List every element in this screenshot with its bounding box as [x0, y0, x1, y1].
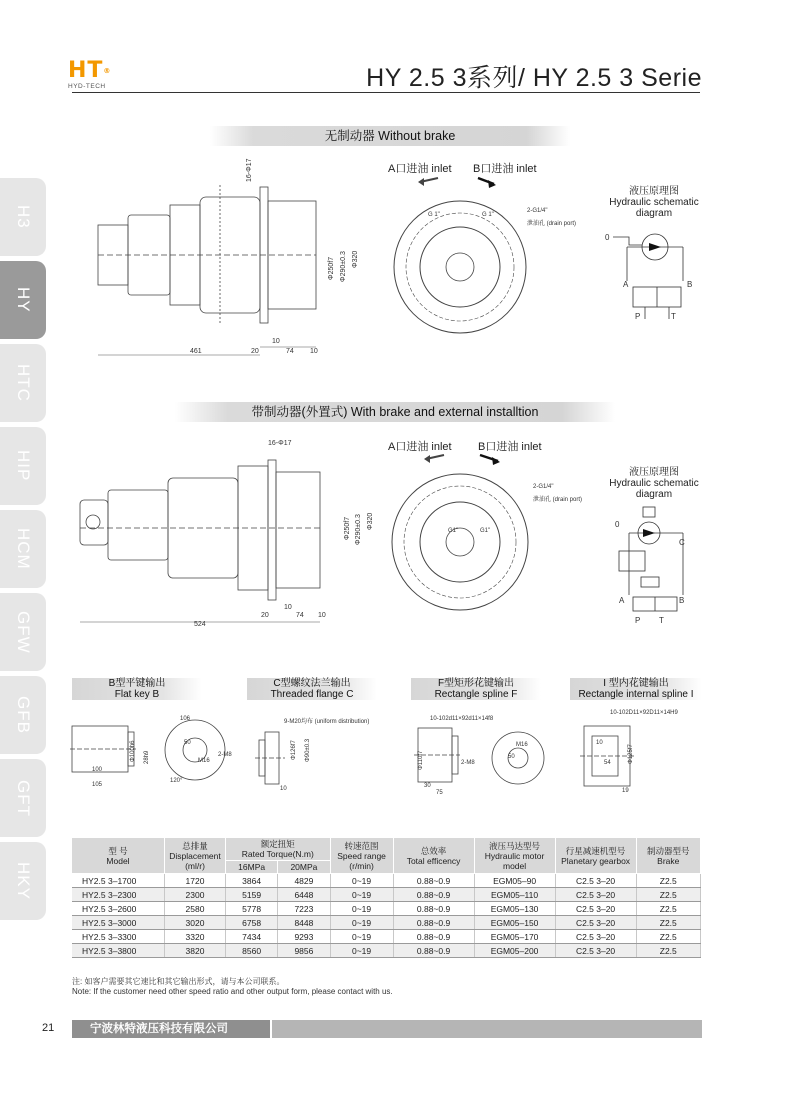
table-cell: 0~19	[330, 916, 393, 930]
dim-74-brake: 74	[296, 612, 304, 619]
dim-10: 10	[272, 338, 280, 345]
dim-pilot-diameter-brake: Φ250f7	[344, 516, 351, 540]
hydraulic-schematic-1	[605, 225, 700, 325]
table-cell: 0~19	[330, 930, 393, 944]
dim-10-brake: 10	[284, 604, 292, 611]
table-cell: Z2.5	[636, 874, 700, 888]
th-speed-range: 转速范围 Speed range (r/min)	[330, 838, 393, 874]
schem2-label-0: 0	[615, 520, 620, 529]
company-name-bar: 宁波林特液压科技有限公司	[72, 1020, 270, 1038]
dim-b-100h6: Φ100h6	[130, 740, 136, 762]
table-cell: 6448	[278, 888, 330, 902]
table-cell: C2.5 3–20	[555, 902, 636, 916]
motor-front-view-with-brake	[390, 450, 530, 630]
th-hydraulic-motor: 液压马达型号 Hydraulic motor model	[474, 838, 555, 874]
table-cell: 0~19	[330, 902, 393, 916]
inlet-a-label: A口进油 inlet	[388, 163, 452, 175]
th-total-efficiency: 总效率 Total efficency	[393, 838, 474, 874]
th-rated-torque: 额定扭矩 Rated Torque(N.m)	[226, 838, 331, 861]
g1-port-label-brake-a: G1"	[448, 528, 459, 534]
dim-bolt-circle-brake: Φ290±0.3	[355, 514, 362, 545]
side-tab-label: HY	[14, 287, 33, 313]
schem2-label-t: T	[659, 616, 664, 625]
motor-side-view-without-brake	[90, 175, 330, 365]
table-cell: EGM05–150	[474, 916, 555, 930]
dim-b-105: 105	[92, 782, 103, 788]
output-title-threaded-flange: C型螺纹法兰输出 Threaded flange C	[247, 678, 377, 700]
table-cell: HY2.5 3–3800	[72, 944, 165, 958]
g1-port-label-b: G 1"	[482, 212, 494, 218]
table-cell: Z2.5	[636, 916, 700, 930]
company-logo	[68, 60, 128, 94]
dim-c-90: Φ90±0.3	[305, 738, 311, 762]
dim-f-30: 30	[424, 783, 431, 789]
schem2-label-c: C	[679, 538, 685, 547]
internal-spline-i-drawing	[578, 718, 702, 798]
side-tab-label: HTC	[14, 364, 33, 402]
inlet-a-label-brake: A口进油 inlet	[388, 441, 452, 453]
table-row	[72, 874, 701, 888]
table-cell: 0~19	[330, 944, 393, 958]
side-tab-hky[interactable]	[0, 842, 46, 920]
table-cell: 7434	[226, 930, 278, 944]
table-cell: EGM05–200	[474, 944, 555, 958]
side-tab-label: HIP	[14, 450, 33, 482]
dim-bolt-holes: 16-Φ17	[246, 158, 253, 182]
drain-port-size-brake: 2-G1/4"	[533, 484, 554, 490]
side-tab-hy[interactable]	[0, 261, 46, 339]
dim-f-2m8: 2-M8	[461, 760, 475, 766]
dim-flange-diameter: Φ320	[352, 250, 359, 268]
dim-i-54: 54	[604, 760, 611, 766]
side-tab-label: HCM	[14, 528, 33, 570]
schematic-title-1: 液压原理图 Hydraulic schematic diagram	[609, 186, 699, 219]
table-cell: 2300	[165, 888, 226, 902]
logo-mark: HT®	[68, 58, 112, 83]
table-cell: 3320	[165, 930, 226, 944]
table-row	[72, 888, 701, 902]
side-tab-hip[interactable]	[0, 427, 46, 505]
dim-f-75: 75	[436, 790, 443, 796]
dim-c-bolt-pattern: 9-M20均布 (uniform distribution)	[284, 719, 370, 725]
side-tab-label: H3	[14, 205, 33, 229]
dim-10b: 10	[310, 348, 318, 355]
side-tab-htc[interactable]	[0, 344, 46, 422]
dim-pilot-diameter: Φ250f7	[328, 256, 335, 280]
th-displacement: 总排量 Displacement (ml/r)	[165, 838, 226, 874]
output-title-rectangle-spline: F型矩形花键输出 Rectangle spline F	[411, 678, 541, 700]
dim-b-28h9: 28h9	[144, 750, 150, 764]
table-cell: 8448	[278, 916, 330, 930]
dim-74: 74	[286, 348, 294, 355]
th-brake: 制动器型号 Brake	[636, 838, 700, 874]
dim-b-m16: M16	[198, 758, 210, 764]
note-chinese: 注: 如客户需要其它速比和其它输出形式，请与本公司联系。	[72, 977, 285, 986]
table-cell: 0~19	[330, 888, 393, 902]
side-tab-gft[interactable]	[0, 759, 46, 837]
dim-b-2m8: 2-M8	[218, 752, 232, 758]
note-english: Note: If the customer need other speed ratio and other output form, please contact with us.	[72, 987, 393, 996]
output-title-internal-spline: I 型内花键输出 Rectangle internal spline I	[570, 678, 702, 700]
table-cell: C2.5 3–20	[555, 888, 636, 902]
table-cell: 2580	[165, 902, 226, 916]
table-cell: 1720	[165, 874, 226, 888]
page-title: HY 2.5 3系列/ HY 2.5 3 Serie	[366, 64, 702, 92]
side-tab-label: GFW	[14, 610, 33, 654]
dim-bolt-holes-brake: 16-Φ17	[268, 440, 292, 447]
table-cell: 0.88~0.9	[393, 874, 474, 888]
hydraulic-schematic-2	[605, 505, 700, 625]
dim-overall-length: 461	[190, 348, 202, 355]
th-model: 型 号 Model	[72, 838, 165, 874]
side-tab-gfb[interactable]	[0, 676, 46, 754]
table-cell: Z2.5	[636, 888, 700, 902]
table-cell: 5159	[226, 888, 278, 902]
dim-i-125: Φ125f7	[628, 744, 634, 764]
table-cell: 0.88~0.9	[393, 902, 474, 916]
table-row	[72, 902, 701, 916]
table-cell: 0.88~0.9	[393, 916, 474, 930]
schem2-label-b: B	[679, 596, 685, 605]
schem1-label-0: 0	[605, 233, 610, 242]
side-tab-label: GFB	[14, 696, 33, 734]
table-cell: 0.88~0.9	[393, 944, 474, 958]
table-cell: 5778	[226, 902, 278, 916]
dim-10b-brake: 10	[318, 612, 326, 619]
table-cell: EGM05–110	[474, 888, 555, 902]
th-16mpa: 16MPa	[226, 861, 278, 874]
flat-key-b-drawing	[70, 712, 240, 802]
table-row	[72, 944, 701, 958]
inlet-b-label-brake: B口进油 inlet	[478, 441, 542, 453]
dim-f-50: 50	[508, 754, 515, 760]
table-cell: 0.88~0.9	[393, 888, 474, 902]
table-cell: 0~19	[330, 874, 393, 888]
table-cell: 9856	[278, 944, 330, 958]
table-cell: 3864	[226, 874, 278, 888]
dim-b-120deg: 120°	[170, 778, 183, 784]
table-cell: C2.5 3–20	[555, 944, 636, 958]
dim-bolt-circle: Φ290±0.3	[340, 251, 347, 282]
table-cell: EGM05–130	[474, 902, 555, 916]
table-cell: 9293	[278, 930, 330, 944]
dim-c-10: 10	[280, 786, 287, 792]
dim-b-106: 106	[180, 716, 191, 722]
table-cell: Z2.5	[636, 944, 700, 958]
drain-port-label-brake: 泄油孔 (drain port)	[533, 497, 583, 503]
table-cell: 0.88~0.9	[393, 930, 474, 944]
schem2-label-p: P	[635, 616, 641, 625]
schem1-label-t: T	[671, 312, 676, 321]
side-tab-gfw[interactable]	[0, 593, 46, 671]
motor-side-view-with-brake	[75, 450, 375, 625]
side-tab-label: GFT	[14, 779, 33, 817]
table-cell: C2.5 3–20	[555, 874, 636, 888]
th-planetary-gearbox: 行星减速机型号 Planetary gearbox	[555, 838, 636, 874]
page-number: 21	[42, 1022, 55, 1034]
side-tab-h3[interactable]	[0, 178, 46, 256]
schem2-label-a: A	[619, 596, 625, 605]
table-cell: HY2.5 3–2300	[72, 888, 165, 902]
dim-flange-diameter-brake: Φ320	[367, 512, 374, 530]
dim-b-50: 50	[184, 740, 191, 746]
output-title-flat-key: B型平键输出 Flat key B	[72, 678, 202, 700]
g1-port-label-brake-b: G1"	[480, 528, 491, 534]
dim-overall-length-brake: 524	[194, 621, 206, 628]
dim-f-spline: 10-102d11×92d11×14f8	[430, 716, 494, 722]
dim-c-126: Φ126f7	[291, 740, 297, 760]
side-tab-hcm[interactable]	[0, 510, 46, 588]
inlet-b-label: B口进油 inlet	[473, 163, 537, 175]
table-cell: EGM05–90	[474, 874, 555, 888]
side-tab-label: HKY	[14, 862, 33, 900]
table-row	[72, 930, 701, 944]
table-cell: 4829	[278, 874, 330, 888]
table-cell: 7223	[278, 902, 330, 916]
threaded-flange-c-drawing	[255, 712, 395, 802]
motor-front-view-without-brake	[390, 172, 530, 352]
table-row	[72, 916, 701, 930]
drain-port-size: 2-G1/4"	[527, 208, 548, 214]
g1-port-label-a: G 1"	[428, 212, 440, 218]
table-cell: 3820	[165, 944, 226, 958]
schem1-label-a: A	[623, 280, 629, 289]
dim-i-10: 10	[596, 740, 603, 746]
table-cell: 6758	[226, 916, 278, 930]
specification-table	[72, 838, 701, 958]
table-cell: Z2.5	[636, 930, 700, 944]
footer-bar-decoration	[272, 1020, 702, 1038]
table-cell: C2.5 3–20	[555, 930, 636, 944]
table-cell: Z2.5	[636, 902, 700, 916]
dim-b-100: 100	[92, 767, 103, 773]
dim-i-spline: 10-102D11×92D11×14H9	[610, 710, 678, 716]
logo-subtitle: HYD-TECH	[68, 83, 106, 90]
table-cell: 8560	[226, 944, 278, 958]
table-cell: HY2.5 3–2600	[72, 902, 165, 916]
schem1-label-b: B	[687, 280, 693, 289]
table-cell: HY2.5 3–3000	[72, 916, 165, 930]
dim-f-110: Φ110f7	[418, 750, 424, 770]
dim-i-19: 19	[622, 788, 629, 794]
table-cell: 3020	[165, 916, 226, 930]
section-title-with-brake: 带制动器(外置式) With brake and external installtion	[175, 402, 615, 422]
schematic-title-2: 液压原理图 Hydraulic schematic diagram	[609, 467, 699, 500]
table-cell: HY2.5 3–1700	[72, 874, 165, 888]
table-cell: EGM05–170	[474, 930, 555, 944]
dim-20: 20	[251, 348, 259, 355]
drain-port-label: 泄油孔 (drain port)	[527, 221, 577, 227]
table-cell: HY2.5 3–3300	[72, 930, 165, 944]
th-20mpa: 20MPa	[278, 861, 330, 874]
rectangle-spline-f-drawing	[412, 718, 552, 798]
table-cell: C2.5 3–20	[555, 916, 636, 930]
header-divider	[72, 92, 700, 93]
schem1-label-p: P	[635, 312, 641, 321]
dim-20-brake: 20	[261, 612, 269, 619]
section-title-without-brake: 无制动器 Without brake	[210, 126, 570, 146]
dim-f-m16: M16	[516, 742, 528, 748]
